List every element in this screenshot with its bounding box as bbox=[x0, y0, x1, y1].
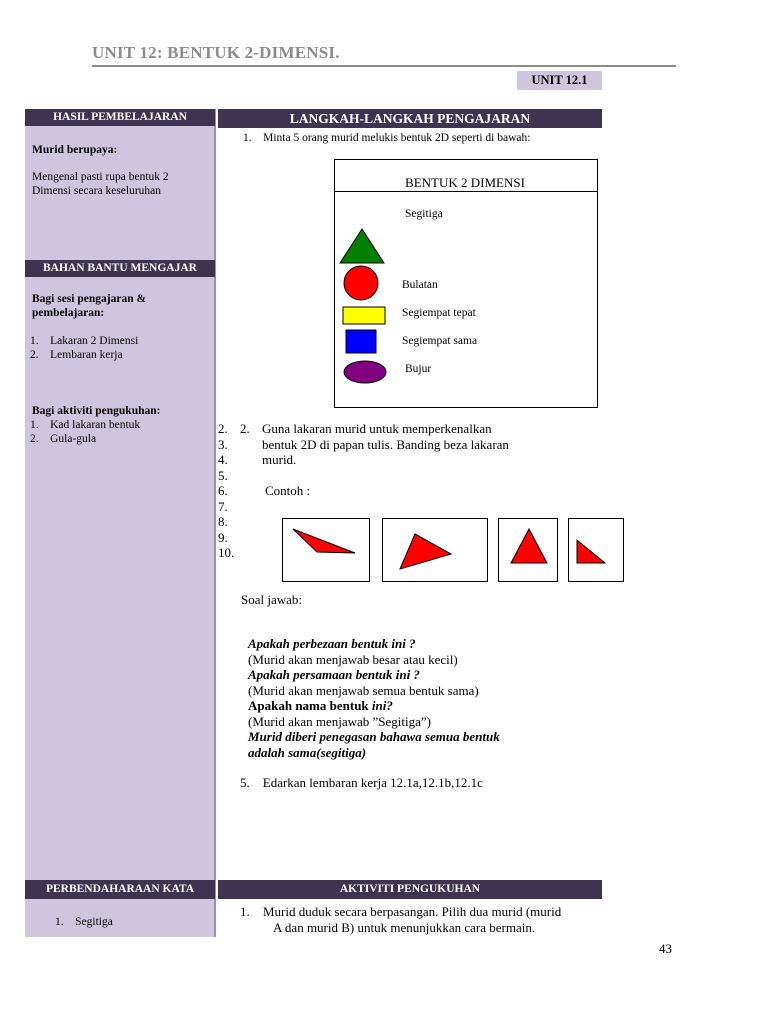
step-2-line: Guna lakaran murid untuk memperkenalkan bbox=[262, 421, 492, 436]
step-1-text: Minta 5 orang murid melukis bentuk 2D seperti di bawah: bbox=[263, 132, 531, 144]
example-frame-4 bbox=[568, 518, 624, 582]
example-frame-3 bbox=[498, 518, 558, 582]
example-frame-1 bbox=[282, 518, 370, 582]
qa-emphasis: adalah sama(segitiga) bbox=[248, 744, 367, 760]
aktiviti-heading: AKTIVITI PENGUKUHAN bbox=[218, 880, 602, 899]
qa-question: Apakah perbezaan bentuk ini ? bbox=[248, 636, 416, 651]
qa-answer: (Murid akan menjawab ”Segitiga”) bbox=[248, 713, 432, 729]
line-number: 6. bbox=[218, 483, 228, 498]
qa-answer: (Murid akan menjawab semua bentuk sama) bbox=[248, 682, 479, 698]
line-number: 3. bbox=[218, 436, 228, 452]
aktiviti-step-1 bbox=[263, 904, 608, 935]
unit-badge: UNIT 12.1 bbox=[517, 71, 602, 90]
qa-block bbox=[248, 636, 593, 760]
bahan-item-1: 1. Lakaran 2 Dimensi bbox=[30, 335, 139, 347]
contoh-label: Contoh : bbox=[265, 483, 311, 498]
step-2-number: 2. bbox=[240, 421, 250, 436]
bentuk-2d-shapes bbox=[334, 192, 596, 406]
label-segiempat-tepat: Segiempat tepat bbox=[402, 307, 476, 319]
bahan-item-2: 2. Lembaran kerja bbox=[30, 349, 123, 361]
page-number: 43 bbox=[659, 941, 672, 956]
purple-oval-shape bbox=[344, 361, 386, 383]
label-segitiga: Segitiga bbox=[405, 208, 443, 220]
label-bulatan: Bulatan bbox=[402, 279, 438, 291]
left-column bbox=[25, 109, 215, 937]
example-frame-2 bbox=[382, 518, 488, 582]
hasil-heading: HASIL PEMBELAJARAN bbox=[25, 109, 215, 126]
soal-jawab-label: Soal jawab: bbox=[241, 592, 303, 607]
blue-square-shape bbox=[346, 330, 376, 353]
step-1: 1. Minta 5 orang murid melukis bentuk 2D seperti di bawah: bbox=[243, 132, 531, 144]
perbendaharaan-heading: PERBENDAHARAAN KATA bbox=[25, 880, 215, 899]
bahan-item-2-label: Lembaran kerja bbox=[50, 349, 123, 361]
line-number: 7. bbox=[218, 498, 228, 514]
bahan-item2-2-label: Gula-gula bbox=[50, 433, 97, 445]
step-2-line: murid. bbox=[262, 452, 297, 467]
line-numbers bbox=[218, 421, 234, 561]
label-bujur: Bujur bbox=[405, 363, 432, 375]
left-column-border bbox=[214, 109, 216, 937]
qa-question-part: ini? bbox=[371, 698, 393, 713]
bahan-item2-1: 1. Kad lakaran bentuk bbox=[30, 419, 141, 431]
label-segiempat-sama: Segiempat sama bbox=[402, 335, 478, 347]
step-2-line: bentuk 2D di papan tulis. Banding beza lakaran bbox=[262, 436, 509, 452]
step-2-text bbox=[262, 421, 592, 468]
bahan-item2-2: 2. Gula-gula bbox=[30, 433, 97, 445]
line-number: 2. bbox=[218, 421, 228, 436]
bahan-subheading-2: Bagi aktiviti pengukuhan: bbox=[32, 405, 161, 417]
unit-title: UNIT 12: BENTUK 2-DIMENSI. bbox=[92, 43, 340, 62]
example-triangle-3 bbox=[499, 519, 557, 581]
bahan-subheading: Bagi sesi pengajaran & pembelajaran: bbox=[32, 293, 147, 319]
red-circle-shape bbox=[344, 266, 378, 300]
example-triangle-1 bbox=[283, 519, 369, 581]
perbendaharaan-item-1-label: Segitiga bbox=[75, 916, 113, 928]
langkah-heading: LANGKAH-LANGKAH PENGAJARAN bbox=[218, 109, 602, 128]
example-triangle-4 bbox=[569, 519, 623, 581]
step-5-text: Edarkan lembaran kerja 12.1a,12.1b,12.1c bbox=[262, 775, 483, 790]
green-triangle-shape bbox=[340, 229, 384, 263]
qa-emphasis: Murid diberi penegasan bahawa semua bentuk bbox=[248, 729, 500, 744]
bentuk-2d-title: BENTUK 2 DIMENSI bbox=[405, 175, 525, 190]
aktiviti-step-1-number: 1. bbox=[240, 904, 250, 919]
step-5: 5. Edarkan lembaran kerja 12.1a,12.1b,12.1c bbox=[240, 775, 483, 790]
aktiviti-line: A dan murid B) untuk menunjukkan cara bermain. bbox=[273, 919, 536, 935]
qa-answer: (Murid akan menjawab besar atau kecil) bbox=[248, 651, 458, 667]
qa-question-part: Apakah nama bentuk bbox=[248, 698, 372, 713]
line-number: 9. bbox=[218, 529, 228, 545]
line-number: 10. bbox=[218, 545, 235, 560]
perbendaharaan-item-1: 1. Segitiga bbox=[55, 916, 113, 928]
example-triangle-2 bbox=[383, 519, 487, 581]
hasil-text: Mengenal pasti rupa bentuk 2 Dimensi secara keseluruhan bbox=[32, 171, 169, 197]
line-number: 5. bbox=[218, 467, 228, 483]
yellow-rectangle-shape bbox=[343, 307, 385, 324]
bahan-item-1-label: Lakaran 2 Dimensi bbox=[50, 335, 139, 347]
bahan-item2-1-label: Kad lakaran bentuk bbox=[50, 419, 141, 431]
line-number: 4. bbox=[218, 452, 228, 467]
qa-question bbox=[248, 698, 593, 714]
title-rule bbox=[92, 65, 676, 67]
aktiviti-line: Murid duduk secara berpasangan. Pilih dua murid (murid bbox=[263, 904, 562, 919]
bahan-heading: BAHAN BANTU MENGAJAR bbox=[25, 260, 215, 277]
qa-question: Apakah persamaan bentuk ini ? bbox=[248, 667, 420, 682]
line-number: 8. bbox=[218, 514, 228, 529]
hasil-subheading: Murid berupaya: bbox=[32, 144, 118, 156]
